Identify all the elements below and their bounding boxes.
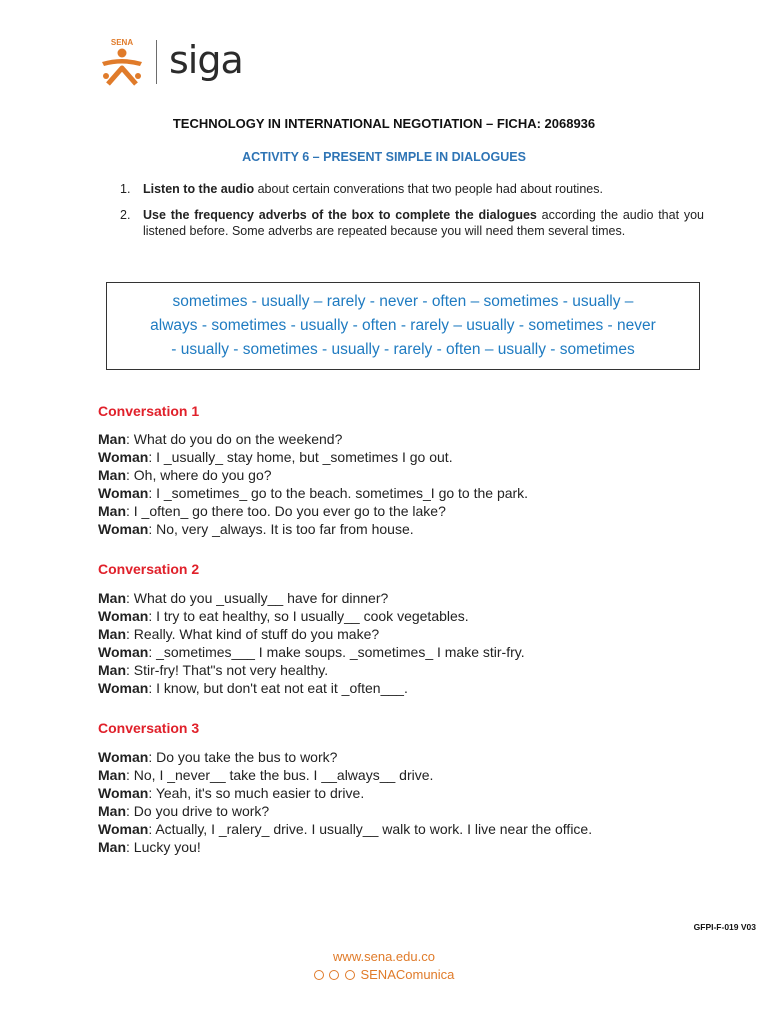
svg-text:SENA: SENA	[110, 38, 134, 47]
speaker-label: Man	[98, 803, 126, 819]
sena-logo-icon	[96, 36, 148, 88]
dialogue-line	[98, 784, 718, 802]
form-code: GFPI-F-019 V03	[693, 922, 756, 932]
adverbs-line: always - sometimes - usually - often - rarely – usually - sometimes - never	[150, 317, 656, 334]
dialogue-text: : Actually, I _ralery_ drive. I usually__ walk to work. I live near the office.	[148, 821, 593, 837]
adverbs-text	[144, 290, 662, 362]
dialogue-line	[98, 484, 718, 502]
frequency-adverbs-box	[106, 282, 700, 370]
adverbs-line: - usually - sometimes - usually - rarely - often – usually - sometimes	[171, 341, 635, 358]
speaker-label: Woman	[98, 680, 149, 696]
speaker-label: Woman	[98, 449, 149, 465]
adverbs-line: sometimes - usually – rarely - never - often – sometimes - usually –	[172, 293, 634, 310]
siga-wordmark: siga	[169, 38, 243, 82]
dialogue-line	[98, 748, 718, 766]
instruction-item	[120, 181, 704, 197]
dialogue-text: : I try to eat healthy, so I usually__ cook vegetables.	[148, 608, 469, 624]
dialogue-text: : No, I _never__ take the bus. I __always__ drive.	[126, 767, 434, 783]
footer-social	[0, 967, 768, 982]
speaker-label: Man	[98, 590, 126, 606]
dialogue-line	[98, 802, 718, 820]
instructions-list	[120, 181, 704, 249]
dialogue-text: : What do you _usually__ have for dinner?	[126, 590, 389, 606]
facebook-icon	[314, 970, 324, 980]
dialogue-text: : I _often_ go there too. Do you ever go to the lake?	[126, 503, 446, 519]
speaker-label: Woman	[98, 521, 149, 537]
twitter-icon	[329, 970, 339, 980]
speaker-label: Woman	[98, 608, 149, 624]
speaker-label: Woman	[98, 821, 149, 837]
speaker-label: Man	[98, 467, 126, 483]
dialogue-text: : Do you take the bus to work?	[148, 749, 338, 765]
speaker-label: Man	[98, 662, 126, 678]
instruction-text: according the audio that you listened before. Some adverbs are repeated because you will need them several times.	[143, 208, 704, 238]
dialogue-line	[98, 661, 718, 679]
instruction-item	[120, 207, 704, 239]
conversation-dialogue	[98, 748, 718, 856]
speaker-label: Man	[98, 626, 126, 642]
dialogue-line	[98, 820, 718, 838]
dialogue-line	[98, 430, 718, 448]
instruction-number: 1.	[120, 182, 131, 196]
dialogue-text: : Oh, where do you go?	[126, 467, 272, 483]
speaker-label: Man	[98, 431, 126, 447]
dialogue-line	[98, 589, 718, 607]
dialogue-line	[98, 643, 718, 661]
social-handle: SENAComunica	[360, 967, 455, 982]
dialogue-line	[98, 838, 718, 856]
dialogue-line	[98, 520, 718, 538]
instruction-bold-text: Listen to the audio	[143, 182, 255, 196]
instruction-number: 2.	[120, 208, 131, 222]
sena-siga-logo	[96, 34, 243, 90]
activity-subtitle: ACTIVITY 6 – PRESENT SIMPLE IN DIALOGUES	[242, 150, 526, 164]
conversation-heading: Conversation 1	[98, 403, 200, 419]
conversation-heading: Conversation 3	[98, 720, 200, 736]
dialogue-text: : No, very _always. It is too far from house.	[148, 521, 414, 537]
conversation-dialogue	[98, 430, 718, 538]
dialogue-line	[98, 502, 718, 520]
speaker-label: Woman	[98, 485, 149, 501]
speaker-label: Man	[98, 767, 126, 783]
speaker-label: Woman	[98, 785, 149, 801]
dialogue-line	[98, 766, 718, 784]
conversation-dialogue	[98, 589, 718, 697]
speaker-label: Woman	[98, 644, 149, 660]
dialogue-text: : Lucky you!	[126, 839, 201, 855]
logo-divider	[156, 40, 157, 84]
conversation-heading: Conversation 2	[98, 561, 200, 577]
footer-website-link[interactable]: www.sena.edu.co	[333, 949, 435, 964]
dialogue-text: : I know, but don't eat not eat it _often___.	[148, 680, 408, 696]
dialogue-text: : I _usually_ stay home, but _sometimes I go out.	[148, 449, 453, 465]
document-title: TECHNOLOGY IN INTERNATIONAL NEGOTIATION – FICHA: 2068936	[172, 116, 596, 131]
dialogue-text: : Yeah, it's so much easier to drive.	[148, 785, 365, 801]
speaker-label: Man	[98, 839, 126, 855]
dialogue-line	[98, 607, 718, 625]
dialogue-text: : I _sometimes_ go to the beach. sometimes_I go to the park.	[148, 485, 529, 501]
speaker-label: Woman	[98, 749, 149, 765]
dialogue-line	[98, 448, 718, 466]
dialogue-text: : What do you do on the weekend?	[126, 431, 343, 447]
dialogue-text: : _sometimes___ I make soups. _sometimes_ I make stir-fry.	[148, 644, 525, 660]
dialogue-line	[98, 466, 718, 484]
instagram-icon	[345, 970, 355, 980]
speaker-label: Man	[98, 503, 126, 519]
dialogue-line	[98, 625, 718, 643]
instruction-bold-text: Use the frequency adverbs of the box to complete the dialogues	[143, 208, 537, 222]
instruction-text: about certain converations that two people had about routines.	[254, 182, 603, 196]
dialogue-text: : Really. What kind of stuff do you make?	[126, 626, 380, 642]
dialogue-text: : Do you drive to work?	[126, 803, 270, 819]
dialogue-line	[98, 679, 718, 697]
dialogue-text: : Stir-fry! That"s not very healthy.	[126, 662, 329, 678]
